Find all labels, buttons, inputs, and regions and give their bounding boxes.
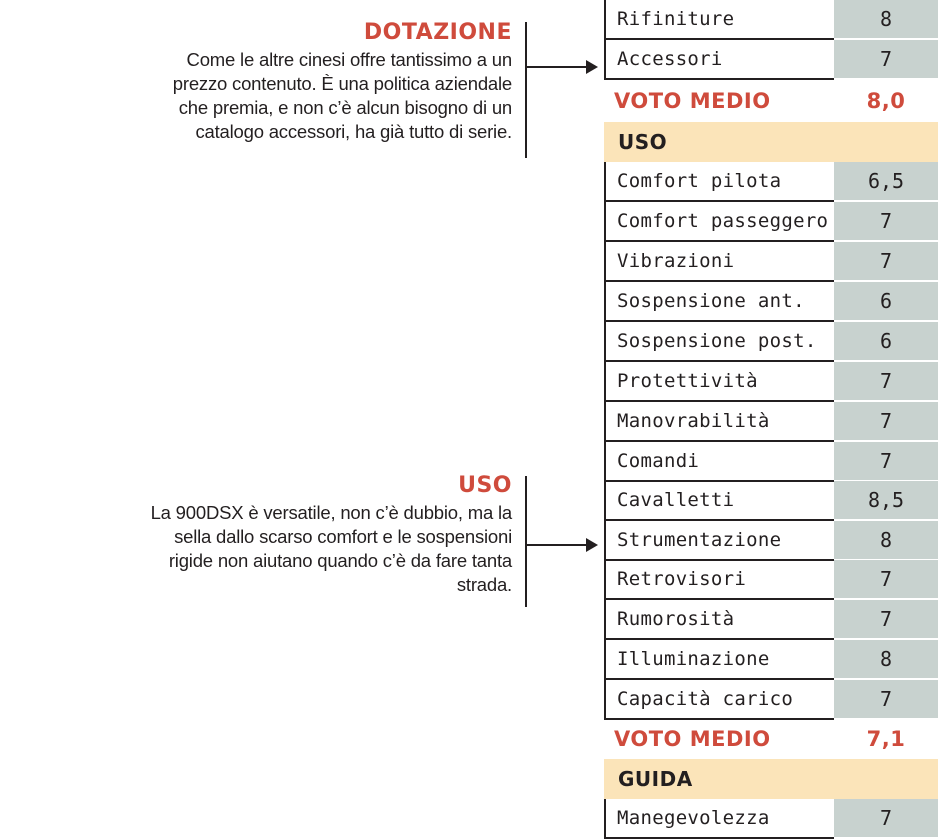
row-label: Sospensione post.	[604, 322, 843, 362]
row-score: 7	[834, 242, 938, 282]
table-row	[604, 282, 938, 322]
row-label: Comandi	[604, 442, 843, 482]
row-score: 7	[834, 600, 938, 640]
row-label: Rumorosità	[604, 600, 843, 640]
table-row	[604, 640, 938, 680]
row-label: Vibrazioni	[604, 242, 843, 282]
note-uso-title: USO	[458, 473, 512, 498]
note-dotazione-body: Come le altre cinesi offre tantissimo a un prezzo contenuto. È una politica aziendale che premia, e non c’è alcun bisogno di un catalogo accessori, ha già tutto di serie.	[172, 49, 512, 142]
average-row-dotazione	[604, 82, 938, 122]
table-row	[604, 242, 938, 282]
row-score: 8	[834, 521, 938, 561]
note-uso-body: La 900DSX è versatile, non c’è dubbio, ma la sella dallo scarso comfort e le sospensioni rigide non aiutano quando c’è da fare tanta strada.	[150, 502, 512, 595]
note-uso	[140, 473, 512, 597]
note-dotazione-arrow	[526, 58, 600, 76]
row-score: 7	[834, 442, 938, 482]
row-score: 7	[834, 202, 938, 242]
row-score: 6,5	[834, 162, 938, 202]
note-dotazione-bracket	[525, 22, 527, 158]
average-score: 7,1	[866, 727, 906, 751]
average-label: VOTO MEDIO	[614, 89, 771, 113]
row-score: 6	[834, 322, 938, 362]
table-row	[604, 162, 938, 202]
row-label: Manovrabilità	[604, 402, 843, 442]
row-score: 8	[834, 640, 938, 680]
table-row	[604, 680, 938, 720]
table-row	[604, 362, 938, 402]
table-row	[604, 521, 938, 561]
table-row	[604, 481, 938, 521]
row-label: Protettività	[604, 362, 843, 402]
row-score: 7	[834, 680, 938, 720]
row-label: Manegevolezza	[604, 799, 843, 839]
row-label: Sospensione ant.	[604, 282, 843, 322]
table-row	[604, 322, 938, 362]
row-label: Retrovisori	[604, 560, 843, 600]
average-row-uso	[604, 720, 938, 760]
table-row	[604, 402, 938, 442]
row-label: Illuminazione	[604, 640, 843, 680]
row-score: 8	[834, 0, 938, 40]
row-score: 8,5	[834, 481, 938, 521]
table-row	[604, 799, 938, 839]
row-score: 6	[834, 282, 938, 322]
table-row	[604, 442, 938, 482]
row-score: 7	[834, 560, 938, 600]
section-header-uso: USO	[604, 122, 938, 162]
table-row	[604, 600, 938, 640]
row-score: 7	[834, 799, 938, 839]
table-row	[604, 40, 938, 80]
section-header-guida: GUIDA	[604, 759, 938, 799]
row-score: 7	[834, 362, 938, 402]
table-row	[604, 0, 938, 40]
note-dotazione	[140, 20, 512, 144]
row-label: Comfort pilota	[604, 162, 843, 202]
average-score: 8,0	[866, 89, 906, 113]
row-label: Accessori	[604, 40, 843, 80]
row-score: 7	[834, 402, 938, 442]
row-label: Rifiniture	[604, 0, 843, 40]
row-label: Cavalletti	[604, 481, 843, 521]
row-label: Strumentazione	[604, 521, 843, 561]
table-row	[604, 202, 938, 242]
row-label: Capacità carico	[604, 680, 843, 720]
row-score: 7	[834, 40, 938, 80]
table-row	[604, 560, 938, 600]
note-uso-arrow	[526, 536, 600, 554]
row-label: Comfort passeggero	[604, 202, 843, 242]
note-dotazione-title: DOTAZIONE	[363, 20, 512, 45]
average-label: VOTO MEDIO	[614, 727, 771, 751]
